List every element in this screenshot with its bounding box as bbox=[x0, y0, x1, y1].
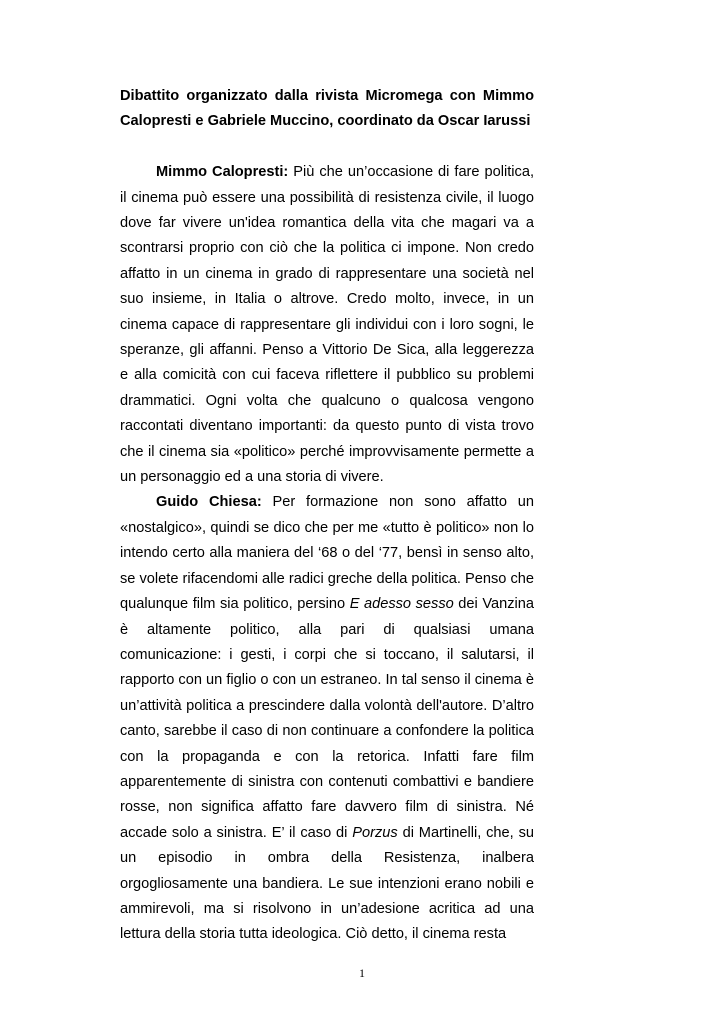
page-number: 1 bbox=[359, 966, 365, 980]
speaker-name: Mimmo Calopresti: bbox=[156, 164, 289, 181]
document-title bbox=[120, 84, 534, 135]
document-page bbox=[120, 84, 534, 948]
title-line-2: Calopresti e Gabriele Muccino, coordinato da Oscar Iarussi bbox=[120, 113, 531, 130]
paragraph-text: Più che un’occasione di fare politica, il cinema può essere una possibilità di resistenza civile, il luogo dove far vivere un'idea romantica della vita che magari va a scontrarsi proprio con ciò che la politica ci impone. Non credo affatto in un cinema in grado di rappresentare una società nel suo insieme, in Italia o altrove. Credo molto, invece, in un cinema capace di rappresentare gli individui con i loro sogni, le speranze, gli affanni. Penso a Vittorio De Sica, alla leggerezza e alla comicità con cui faceva riflettere il pubblico su problemi drammatici. Ogni volta che qualcuno o qualcosa vengono raccontati diventano importanti: da questo punto di vista trovo che il cinema sia «politico» perché improvvisamente permette a un personaggio ed a una storia di vivere. bbox=[120, 164, 534, 486]
title-line-1: Dibattito organizzato dalla rivista Micromega con Mimmo bbox=[120, 88, 534, 104]
paragraph-text: dei Vanzina è altamente politico, alla pari di qualsiasi umana comunicazione: i gesti, i corpi che si toccano, il salutarsi, il rapporto con un figlio o con un estraneo. In tal senso il cinema è un’attività politica a prescindere dalla volontà dell'autore. D’altro canto, sarebbe il caso di non continuare a confondere la politica con la propaganda e con la retorica. Infatti fare film apparentemente di sinistra con contenuti combattivi e bandiere rosse, non significa affatto fare davvero film di sinistra. Né accade solo a sinistra. E’ il caso di bbox=[120, 596, 534, 841]
paragraph-calopresti bbox=[120, 160, 534, 490]
paragraph-chiesa bbox=[120, 490, 534, 947]
paragraph-text: Per formazione non sono affatto un «nostalgico», quindi se dico che per me «tutto è politico» non lo intendo certo alla maniera del ‘68 o del ‘77, bensì in senso alto, se volete rifacendomi alle radici greche della politica. Penso che qualunque film sia politico, persino bbox=[120, 494, 535, 613]
film-title: E adesso sesso bbox=[349, 596, 454, 613]
film-title: Porzus bbox=[352, 824, 398, 841]
spacer bbox=[120, 135, 534, 160]
speaker-name: Guido Chiesa: bbox=[156, 494, 262, 511]
paragraph-text: di Martinelli, che, su un episodio in ombra della Resistenza, inalbera orgogliosamente una bandiera. Le sue intenzioni erano nobili e ammirevoli, ma si risolvono in un’adesione acritica ad una lettura della storia tutta ideologica. Ciò detto, il cinema resta bbox=[120, 824, 534, 943]
